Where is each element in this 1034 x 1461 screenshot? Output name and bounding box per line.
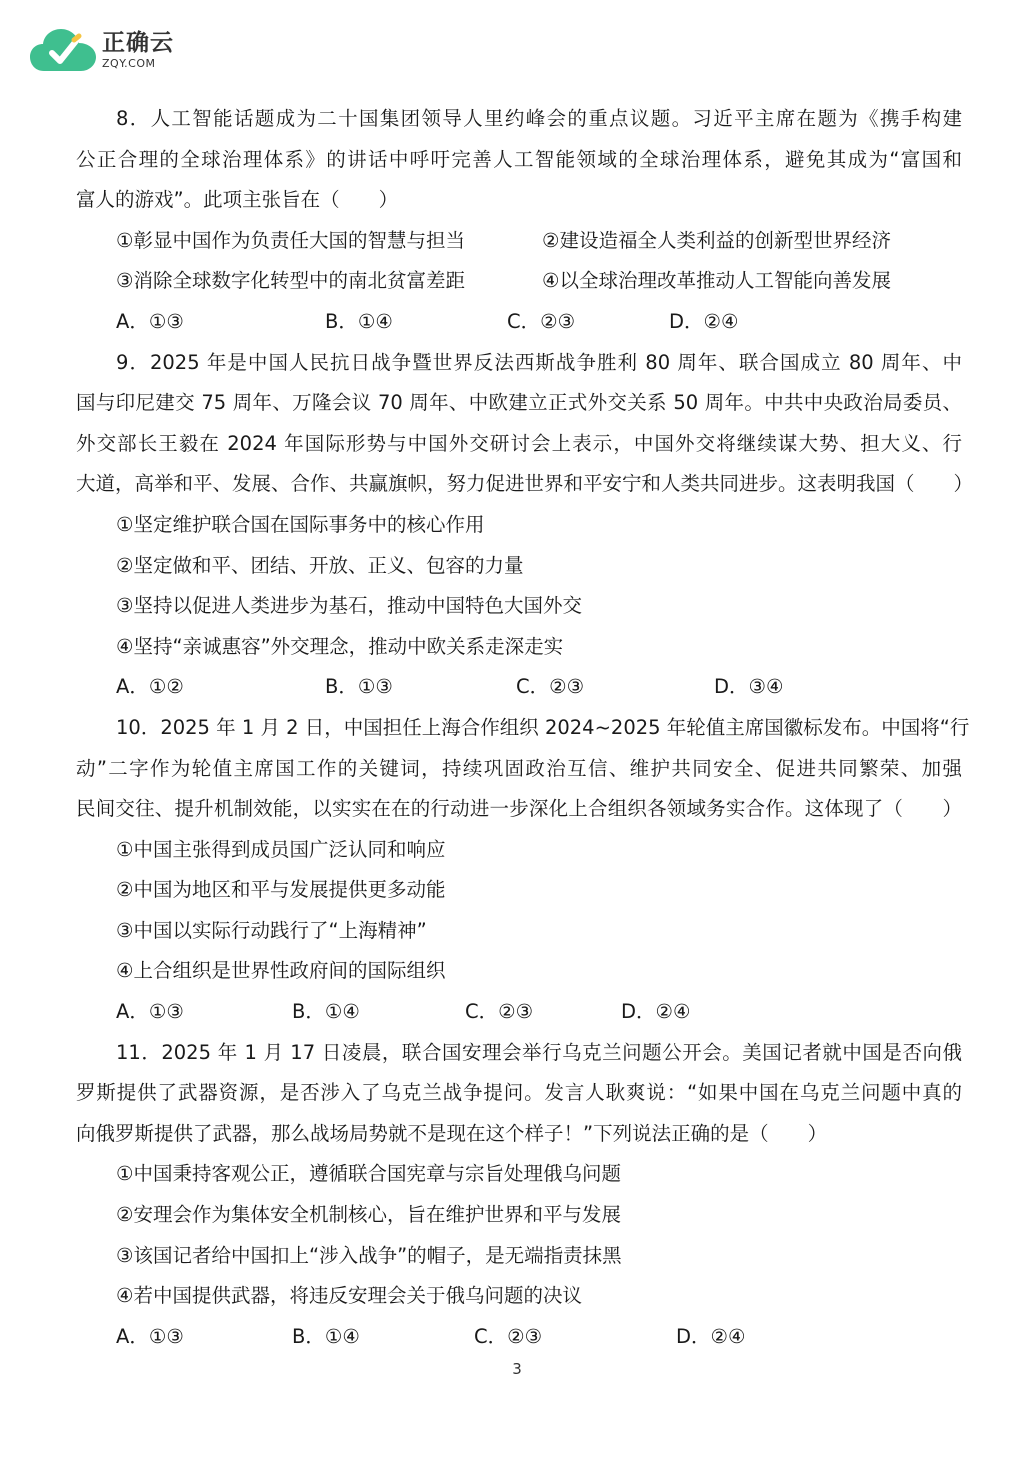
logo-url: ZQY.COM (102, 56, 156, 70)
answer-option-d: D．②④ (676, 1324, 746, 1348)
answer-options (76, 992, 962, 1033)
question-9 (76, 343, 974, 708)
question-8 (76, 99, 962, 343)
question-stem-line: 公正合理的全球治理体系》的讲话中呼吁完善人工智能领域的全球治理体系，避免其成为“富国和 (76, 147, 962, 171)
statement-item: ④上合组织是世界性政府间的国际组织 (116, 959, 446, 983)
statement-item: ②中国为地区和平与发展提供更多动能 (116, 878, 446, 902)
page-number: 3 (512, 1360, 522, 1378)
answer-option-c: C．②③ (516, 675, 585, 699)
answer-option-b: B．①③ (325, 675, 393, 699)
answer-option-a: A．①② (116, 675, 184, 699)
cloud-check-icon (30, 27, 96, 73)
answer-option-c: C．②③ (465, 1000, 534, 1024)
answer-options (76, 667, 962, 708)
zqy-logo (30, 26, 174, 74)
statement-item: ①彰显中国作为负责任大国的智慧与担当 (116, 228, 465, 252)
question-stem-line: 民间交往、提升机制效能，以实实在在的行动进一步深化上合组织各领域务实合作。这体现了（ ） (76, 797, 962, 821)
question-stem-line: 8．人工智能话题成为二十国集团领导人里约峰会的重点议题。习近平主席在题为《携手构建 (116, 107, 962, 130)
answer-option-a: A．①③ (116, 1000, 184, 1024)
question-stem-line: 11．2025 年 1 月 17 日凌晨，联合国安理会举行乌克兰问题公开会。美国记者就中国是否向俄 (116, 1040, 962, 1064)
answer-options (76, 302, 962, 343)
logo-name: 正确云 (102, 29, 174, 56)
answer-option-c: C．②③ (474, 1324, 543, 1348)
answer-option-d: D．②④ (621, 1000, 691, 1024)
question-stem-line: 国与印尼建交 75 周年、万隆会议 70 周年、中欧建立正式外交关系 50 周年。中共中央政治局委员、 (76, 391, 962, 415)
statement-item: ④以全球治理改革推动人工智能向善发展 (542, 269, 891, 293)
statement-item: ①中国秉持客观公正，遵循联合国宪章与宗旨处理俄乌问题 (116, 1162, 621, 1186)
statement-row (76, 261, 962, 302)
question-list (76, 99, 974, 1357)
answer-option-a: A．①③ (116, 1324, 184, 1348)
statement-item: ②建设造福全人类利益的创新型世界经济 (542, 228, 891, 252)
answer-option-d: D．②④ (669, 309, 739, 333)
answer-options (76, 1317, 962, 1358)
answer-option-b: B．①④ (292, 1324, 360, 1348)
answer-option-d: D．③④ (714, 675, 784, 699)
statement-row (76, 221, 962, 262)
statement-item: ④若中国提供武器，将违反安理会关于俄乌问题的决议 (116, 1284, 582, 1308)
statement-item: ②坚定做和平、团结、开放、正义、包容的力量 (116, 553, 524, 577)
statement-item: ②安理会作为集体安全机制核心，旨在维护世界和平与发展 (116, 1203, 621, 1227)
question-stem-line: 10．2025 年 1 月 2 日，中国担任上海合作组织 2024~2025 年轮值主席国徽标发布。中国将“行 (116, 715, 970, 739)
question-11 (76, 1033, 962, 1358)
question-stem-line: 罗斯提供了武器资源，是否涉入了乌克兰战争提问。发言人耿爽说：“如果中国在乌克兰问题中真的 (76, 1081, 962, 1105)
question-stem-line: 外交部长王毅在 2024 年国际形势与中国外交研讨会上表示，中国外交将继续谋大势、担大义、行 (76, 431, 962, 455)
answer-option-c: C．②③ (507, 309, 576, 333)
answer-option-a: A．①③ (116, 309, 184, 333)
answer-option-b: B．①④ (292, 1000, 360, 1024)
statement-item: ③该国记者给中国扣上“涉入战争”的帽子，是无端指责抹黑 (116, 1243, 622, 1267)
question-10 (76, 708, 970, 1033)
statement-item: ①坚定维护联合国在国际事务中的核心作用 (116, 512, 485, 536)
answer-option-b: B．①④ (325, 309, 393, 333)
statement-item: ③坚持以促进人类进步为基石，推动中国特色大国外交 (116, 594, 582, 618)
statement-item: ①中国主张得到成员国广泛认同和响应 (116, 837, 446, 861)
question-stem-line: 动”二字作为轮值主席国工作的关键词，持续巩固政治互信、维护共同安全、促进共同繁荣、加强 (76, 756, 962, 780)
statement-item: ③消除全球数字化转型中的南北贫富差距 (116, 269, 465, 293)
question-stem-line: 大道，高举和平、发展、合作、共赢旗帜，努力促进世界和平安宁和人类共同进步。这表明我国（ ） (76, 472, 974, 496)
question-stem-line: 向俄罗斯提供了武器，那么战场局势就不是现在这个样子！”下列说法正确的是（ ） (76, 1121, 828, 1145)
statement-item: ④坚持“亲诚惠容”外交理念，推动中欧关系走深走实 (116, 634, 564, 658)
question-stem-line: 富人的游戏”。此项主张旨在（ ） (76, 188, 399, 212)
question-stem-line: 9．2025 年是中国人民抗日战争暨世界反法西斯战争胜利 80 周年、联合国成立 80 周年、中 (116, 350, 962, 374)
statement-item: ③中国以实际行动践行了“上海精神” (116, 918, 427, 942)
